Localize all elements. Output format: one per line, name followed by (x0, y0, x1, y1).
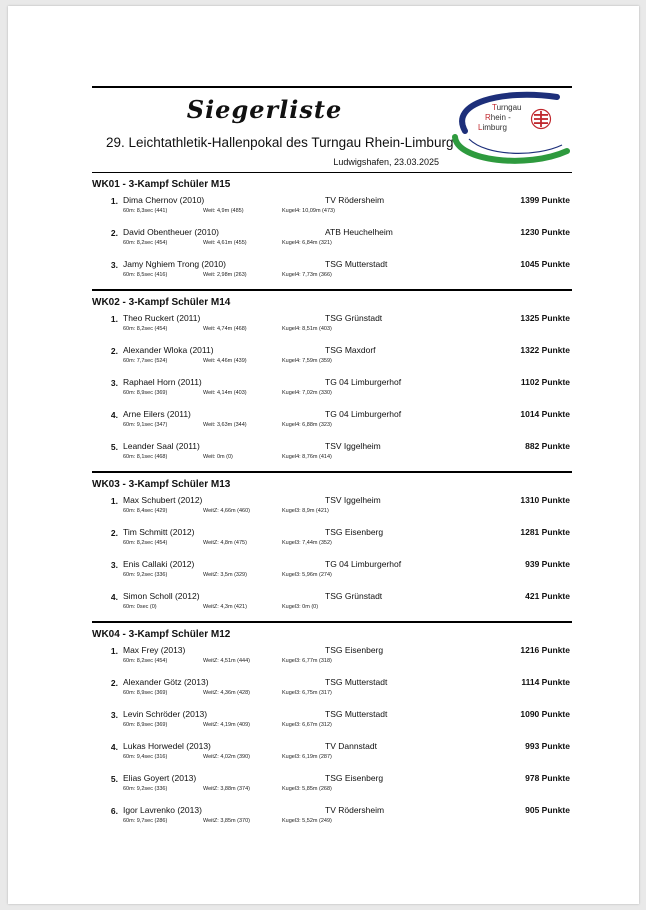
long-jump-result: Weit: 0m (0) (203, 454, 233, 460)
long-jump-result: Weit: 2,98m (263) (203, 272, 247, 278)
turnerkreuz-icon (532, 110, 551, 129)
result-entry (92, 525, 572, 557)
page-title: Siegerliste (186, 95, 343, 124)
rank: 3. (110, 710, 118, 720)
sprint-result: 60m: 9,1sec (347) (123, 422, 168, 428)
athlete-name: Tim Schmitt (2012) (123, 527, 195, 537)
competition-group (92, 471, 572, 621)
shot-put-result: Kugel4: 7,73m (366) (282, 272, 332, 278)
long-jump-result: WeitZ: 4,51m (444) (203, 658, 250, 664)
rank: 2. (110, 678, 118, 688)
logo-line2: Rhein - (485, 113, 511, 122)
points-total: 1310 Punkte (520, 495, 570, 505)
long-jump-result: WeitZ: 4,02m (390) (203, 754, 250, 760)
points-total: 978 Punkte (525, 773, 570, 783)
points-total: 993 Punkte (525, 741, 570, 751)
shot-put-result: Kugel3: 6,19m (287) (282, 754, 332, 760)
place-date: Ludwigshafen, 23.03.2025 (333, 157, 439, 167)
athlete-name: Dima Chernov (2010) (123, 195, 205, 205)
rank: 6. (110, 806, 118, 816)
shot-put-result: Kugel3: 5,96m (274) (282, 572, 332, 578)
points-total: 1230 Punkte (520, 227, 570, 237)
long-jump-result: WeitZ: 4,36m (428) (203, 690, 250, 696)
athlete-name: Raphael Horn (2011) (123, 377, 202, 387)
rank: 1. (110, 314, 118, 324)
long-jump-result: WeitZ: 3,88m (374) (203, 786, 250, 792)
shot-put-result: Kugel3: 6,67m (312) (282, 722, 332, 728)
shot-put-result: Kugel4: 10,09m (473) (282, 208, 335, 214)
points-total: 1322 Punkte (520, 345, 570, 355)
club-name: TSG Grünstadt (325, 591, 383, 601)
result-entry (92, 707, 572, 739)
shot-put-result: Kugel4: 7,02m (330) (282, 390, 332, 396)
points-total: 421 Punkte (525, 591, 570, 601)
result-entry (92, 557, 572, 589)
result-entry (92, 493, 572, 525)
long-jump-result: WeitZ: 4,19m (409) (203, 722, 250, 728)
document-page (8, 6, 639, 904)
result-entry (92, 311, 572, 343)
athlete-name: Enis Callaki (2012) (123, 559, 195, 569)
long-jump-result: WeitZ: 4,66m (460) (203, 508, 250, 514)
club-name: TV Rödersheim (325, 805, 385, 815)
club-name: ATB Heuchelheim (325, 227, 393, 237)
rank: 5. (110, 774, 118, 784)
shot-put-result: Kugel4: 6,88m (323) (282, 422, 332, 428)
club-name: TSG Maxdorf (325, 345, 376, 355)
points-total: 1399 Punkte (520, 195, 570, 205)
result-entry (92, 343, 572, 375)
shot-put-result: Kugel3: 7,44m (352) (282, 540, 332, 546)
sprint-result: 60m: 8,2sec (454) (123, 540, 168, 546)
club-name: TSG Eisenberg (325, 527, 384, 537)
group-title: WK02 - 3-Kampf Schüler M14 (92, 297, 231, 308)
result-entry (92, 257, 572, 289)
logo-line1: Turngau (492, 103, 522, 112)
shot-put-result: Kugel4: 8,76m (414) (282, 454, 332, 460)
club-name: TSG Eisenberg (325, 773, 384, 783)
points-total: 1325 Punkte (520, 313, 570, 323)
athlete-name: Lukas Horwedel (2013) (123, 741, 211, 751)
competition-groups (92, 172, 572, 835)
result-entry (92, 771, 572, 803)
club-name: TV Rödersheim (325, 195, 385, 205)
shot-put-result: Kugel4: 7,59m (359) (282, 358, 332, 364)
shot-put-result: Kugel3: 6,75m (317) (282, 690, 332, 696)
long-jump-result: Weit: 4,61m (455) (203, 240, 247, 246)
club-name: TG 04 Limburgerhof (325, 377, 402, 387)
competition-group (92, 621, 572, 835)
athlete-name: Max Schubert (2012) (123, 495, 203, 505)
long-jump-result: Weit: 3,63m (344) (203, 422, 247, 428)
athlete-name: Max Frey (2013) (123, 645, 186, 655)
shot-put-result: Kugel3: 5,85m (268) (282, 786, 332, 792)
athlete-name: Alexander Wloka (2011) (123, 345, 214, 355)
club-name: TSG Eisenberg (325, 645, 384, 655)
points-total: 939 Punkte (525, 559, 570, 569)
group-title: WK01 - 3-Kampf Schüler M15 (92, 179, 231, 190)
shot-put-result: Kugel4: 6,84m (321) (282, 240, 332, 246)
turngau-logo (447, 91, 572, 169)
long-jump-result: WeitZ: 4,8m (475) (203, 540, 247, 546)
result-entry (92, 739, 572, 771)
sprint-result: 60m: 8,9sec (369) (123, 390, 168, 396)
result-entry (92, 675, 572, 707)
rank: 5. (110, 442, 118, 452)
points-total: 1090 Punkte (520, 709, 570, 719)
points-total: 1216 Punkte (520, 645, 570, 655)
long-jump-result: Weit: 4,9m (485) (203, 208, 244, 214)
rank: 4. (110, 410, 118, 420)
sprint-result: 60m: 9,2sec (336) (123, 786, 168, 792)
club-name: TSG Mutterstadt (325, 709, 388, 719)
sprint-result: 60m: 9,7sec (286) (123, 818, 168, 824)
sprint-result: 60m: 8,2sec (454) (123, 240, 168, 246)
points-total: 1114 Punkte (521, 677, 570, 687)
long-jump-result: WeitZ: 4,3m (421) (203, 604, 247, 610)
sprint-result: 60m: 9,2sec (336) (123, 572, 168, 578)
athlete-name: Leander Saal (2011) (123, 441, 200, 451)
club-name: TSV Iggelheim (325, 441, 381, 451)
rank: 4. (110, 742, 118, 752)
shot-put-result: Kugel3: 6,77m (318) (282, 658, 332, 664)
document-header (92, 88, 572, 172)
result-entry (92, 225, 572, 257)
result-entry (92, 589, 572, 621)
club-name: TSG Mutterstadt (325, 259, 388, 269)
long-jump-result: Weit: 4,74m (468) (203, 326, 247, 332)
club-name: TSG Grünstadt (325, 313, 383, 323)
athlete-name: Simon Scholl (2012) (123, 591, 200, 601)
competition-group (92, 289, 572, 471)
rank: 2. (110, 528, 118, 538)
rank: 1. (110, 496, 118, 506)
group-title: WK04 - 3-Kampf Schüler M12 (92, 629, 231, 640)
points-total: 1045 Punkte (520, 259, 570, 269)
rank: 2. (110, 346, 118, 356)
result-entry (92, 407, 572, 439)
athlete-name: Igor Lavrenko (2013) (123, 805, 202, 815)
rank: 3. (110, 260, 118, 270)
long-jump-result: WeitZ: 3,5m (329) (203, 572, 247, 578)
athlete-name: David Obentheuer (2010) (123, 227, 219, 237)
athlete-name: Elias Goyert (2013) (123, 773, 197, 783)
points-total: 1014 Punkte (520, 409, 570, 419)
sprint-result: 60m: 8,5sec (416) (123, 272, 168, 278)
rank: 1. (110, 646, 118, 656)
points-total: 882 Punkte (525, 441, 570, 451)
result-entry (92, 643, 572, 675)
event-subtitle: 29. Leichtathletik-Hallenpokal des Turngau Rhein-Limburg (106, 135, 454, 150)
sprint-result: 60m: 9,4sec (316) (123, 754, 168, 760)
competition-group (92, 172, 572, 289)
points-total: 905 Punkte (525, 805, 570, 815)
group-title: WK03 - 3-Kampf Schüler M13 (92, 479, 231, 490)
club-name: TV Dannstadt (325, 741, 377, 751)
club-name: TG 04 Limburgerhof (325, 559, 402, 569)
club-name: TSV Iggelheim (325, 495, 381, 505)
sprint-result: 60m: 8,4sec (429) (123, 508, 168, 514)
shot-put-result: Kugel4: 8,51m (403) (282, 326, 332, 332)
shot-put-result: Kugel3: 0m (0) (282, 604, 319, 610)
athlete-name: Alexander Götz (2013) (123, 677, 209, 687)
sprint-result: 60m: 8,9sec (369) (123, 690, 168, 696)
long-jump-result: Weit: 4,14m (403) (203, 390, 247, 396)
sprint-result: 60m: 8,3sec (441) (123, 208, 168, 214)
sprint-result: 60m: 8,2sec (454) (123, 326, 168, 332)
result-entry (92, 803, 572, 835)
club-name: TG 04 Limburgerhof (325, 409, 402, 419)
athlete-name: Arne Eilers (2011) (123, 409, 191, 419)
result-entry (92, 439, 572, 471)
rank: 4. (110, 592, 118, 602)
points-total: 1102 Punkte (520, 377, 570, 387)
result-entry (92, 375, 572, 407)
shot-put-result: Kugel3: 5,52m (249) (282, 818, 332, 824)
long-jump-result: Weit: 4,46m (439) (203, 358, 247, 364)
results-list (92, 86, 572, 835)
athlete-name: Theo Ruckert (2011) (123, 313, 201, 323)
sprint-result: 60m: 8,2sec (454) (123, 658, 168, 664)
rank: 3. (110, 560, 118, 570)
club-name: TSG Mutterstadt (325, 677, 388, 687)
result-entry (92, 193, 572, 225)
sprint-result: 60m: 8,1sec (468) (123, 454, 168, 460)
long-jump-result: WeitZ: 3,85m (370) (203, 818, 250, 824)
sprint-result: 60m: 7,7sec (524) (123, 358, 168, 364)
rank: 1. (110, 196, 118, 206)
sprint-result: 60m: 8,9sec (369) (123, 722, 168, 728)
rank: 2. (110, 228, 118, 238)
logo-line3: Limburg (478, 123, 507, 132)
points-total: 1281 Punkte (520, 527, 570, 537)
athlete-name: Jamy Nghiem Trong (2010) (123, 259, 226, 269)
rank: 3. (110, 378, 118, 388)
sprint-result: 60m: 0sec (0) (123, 604, 157, 610)
shot-put-result: Kugel3: 8,9m (421) (282, 508, 329, 514)
athlete-name: Levin Schröder (2013) (123, 709, 208, 719)
